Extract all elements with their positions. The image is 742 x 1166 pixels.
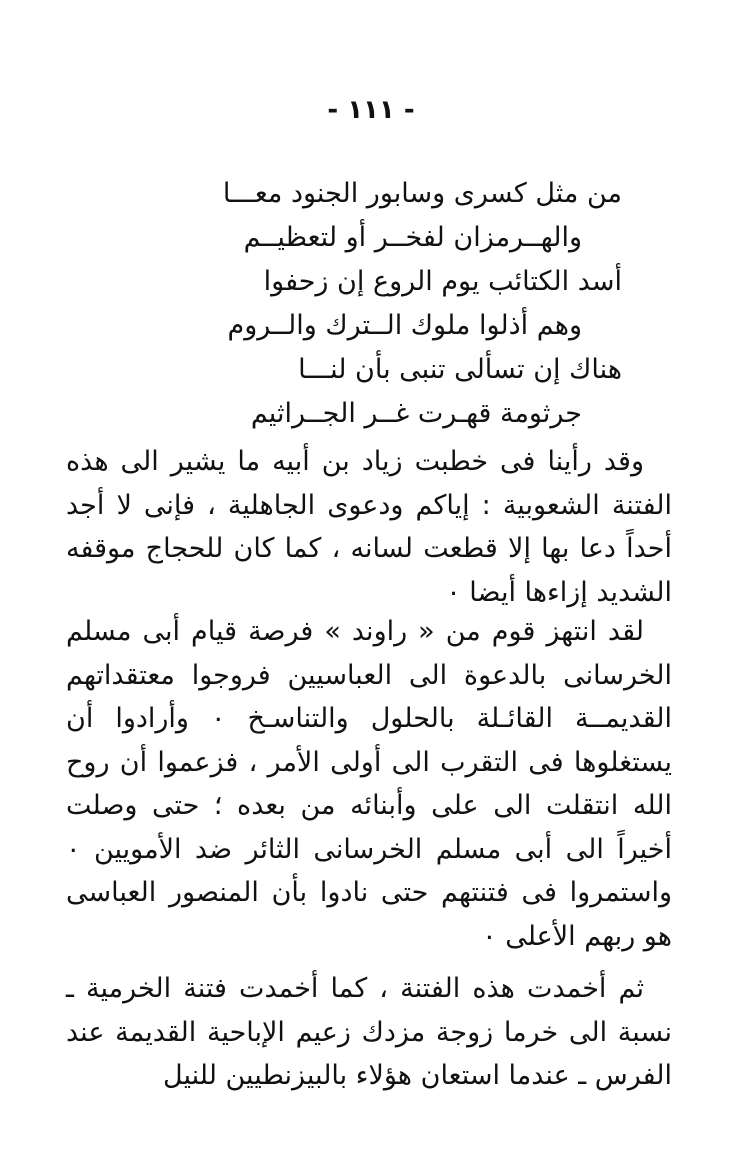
poem-verse: هناك إن تسألى تنبى بأن لنـــا: [298, 354, 622, 385]
poem-verse: وهم أذلوا ملوك الــترك والــروم: [227, 310, 582, 341]
body-paragraph: ثم أخمدت هذه الفتنة ، كما أخمدت فتنة الخرمية ـ نسبة الى خرما زوجة مزدك زعيم الإباحية القديمة عند الفرس ـ عندما استعان هؤلاء بالبيزنطيين للنيل: [66, 973, 672, 1091]
poem-verse: من مثل كسرى وسابور الجنود معـــا: [222, 178, 622, 209]
page-number: - ١١١ -: [327, 95, 415, 125]
poem-verse: والهــرمزان لفخــر أو لتعظيــم: [243, 222, 582, 253]
poem-verse: أسد الكتائب يوم الروع إن زحفوا: [263, 266, 622, 297]
poem: [152, 172, 622, 436]
body-paragraph: وقد رأينا فى خطبت زياد بن أبيه ما يشير الى هذه الفتنة الشعوبية : إياكم ودعوى الجاهلية ، فإنى لا أجد أحداً دعا بها إلا قطعت لسانه ، كما كان للحجاج موقفه الشديد إزاءها أيضا ٠: [66, 446, 672, 608]
poem-verse: جرثومة قهـرت غــر الجــراثيم: [250, 398, 582, 429]
body-paragraph: لقد انتهز قوم من « راوند » فرصة قيام أبى مسلم الخرسانى بالدعوة الى العباسيين فروجوا معتقداتهم القديمــة القائـلة بالحلول والتناسـخ ٠ وأرادوا أن يستغلوها فى التقرب الى أولى الأمر ، فزعموا أن روح الله انتقلت الى على وأبنائه من بعده ؛ حتى وصلت أخيراً الى أبى مسلم الخرسانى الثائر ضد الأمويين ٠ واستمروا فى فتنتهم حتى نادوا بأن المنصور العباسى هو ربهم الأعلى ٠: [66, 616, 672, 952]
